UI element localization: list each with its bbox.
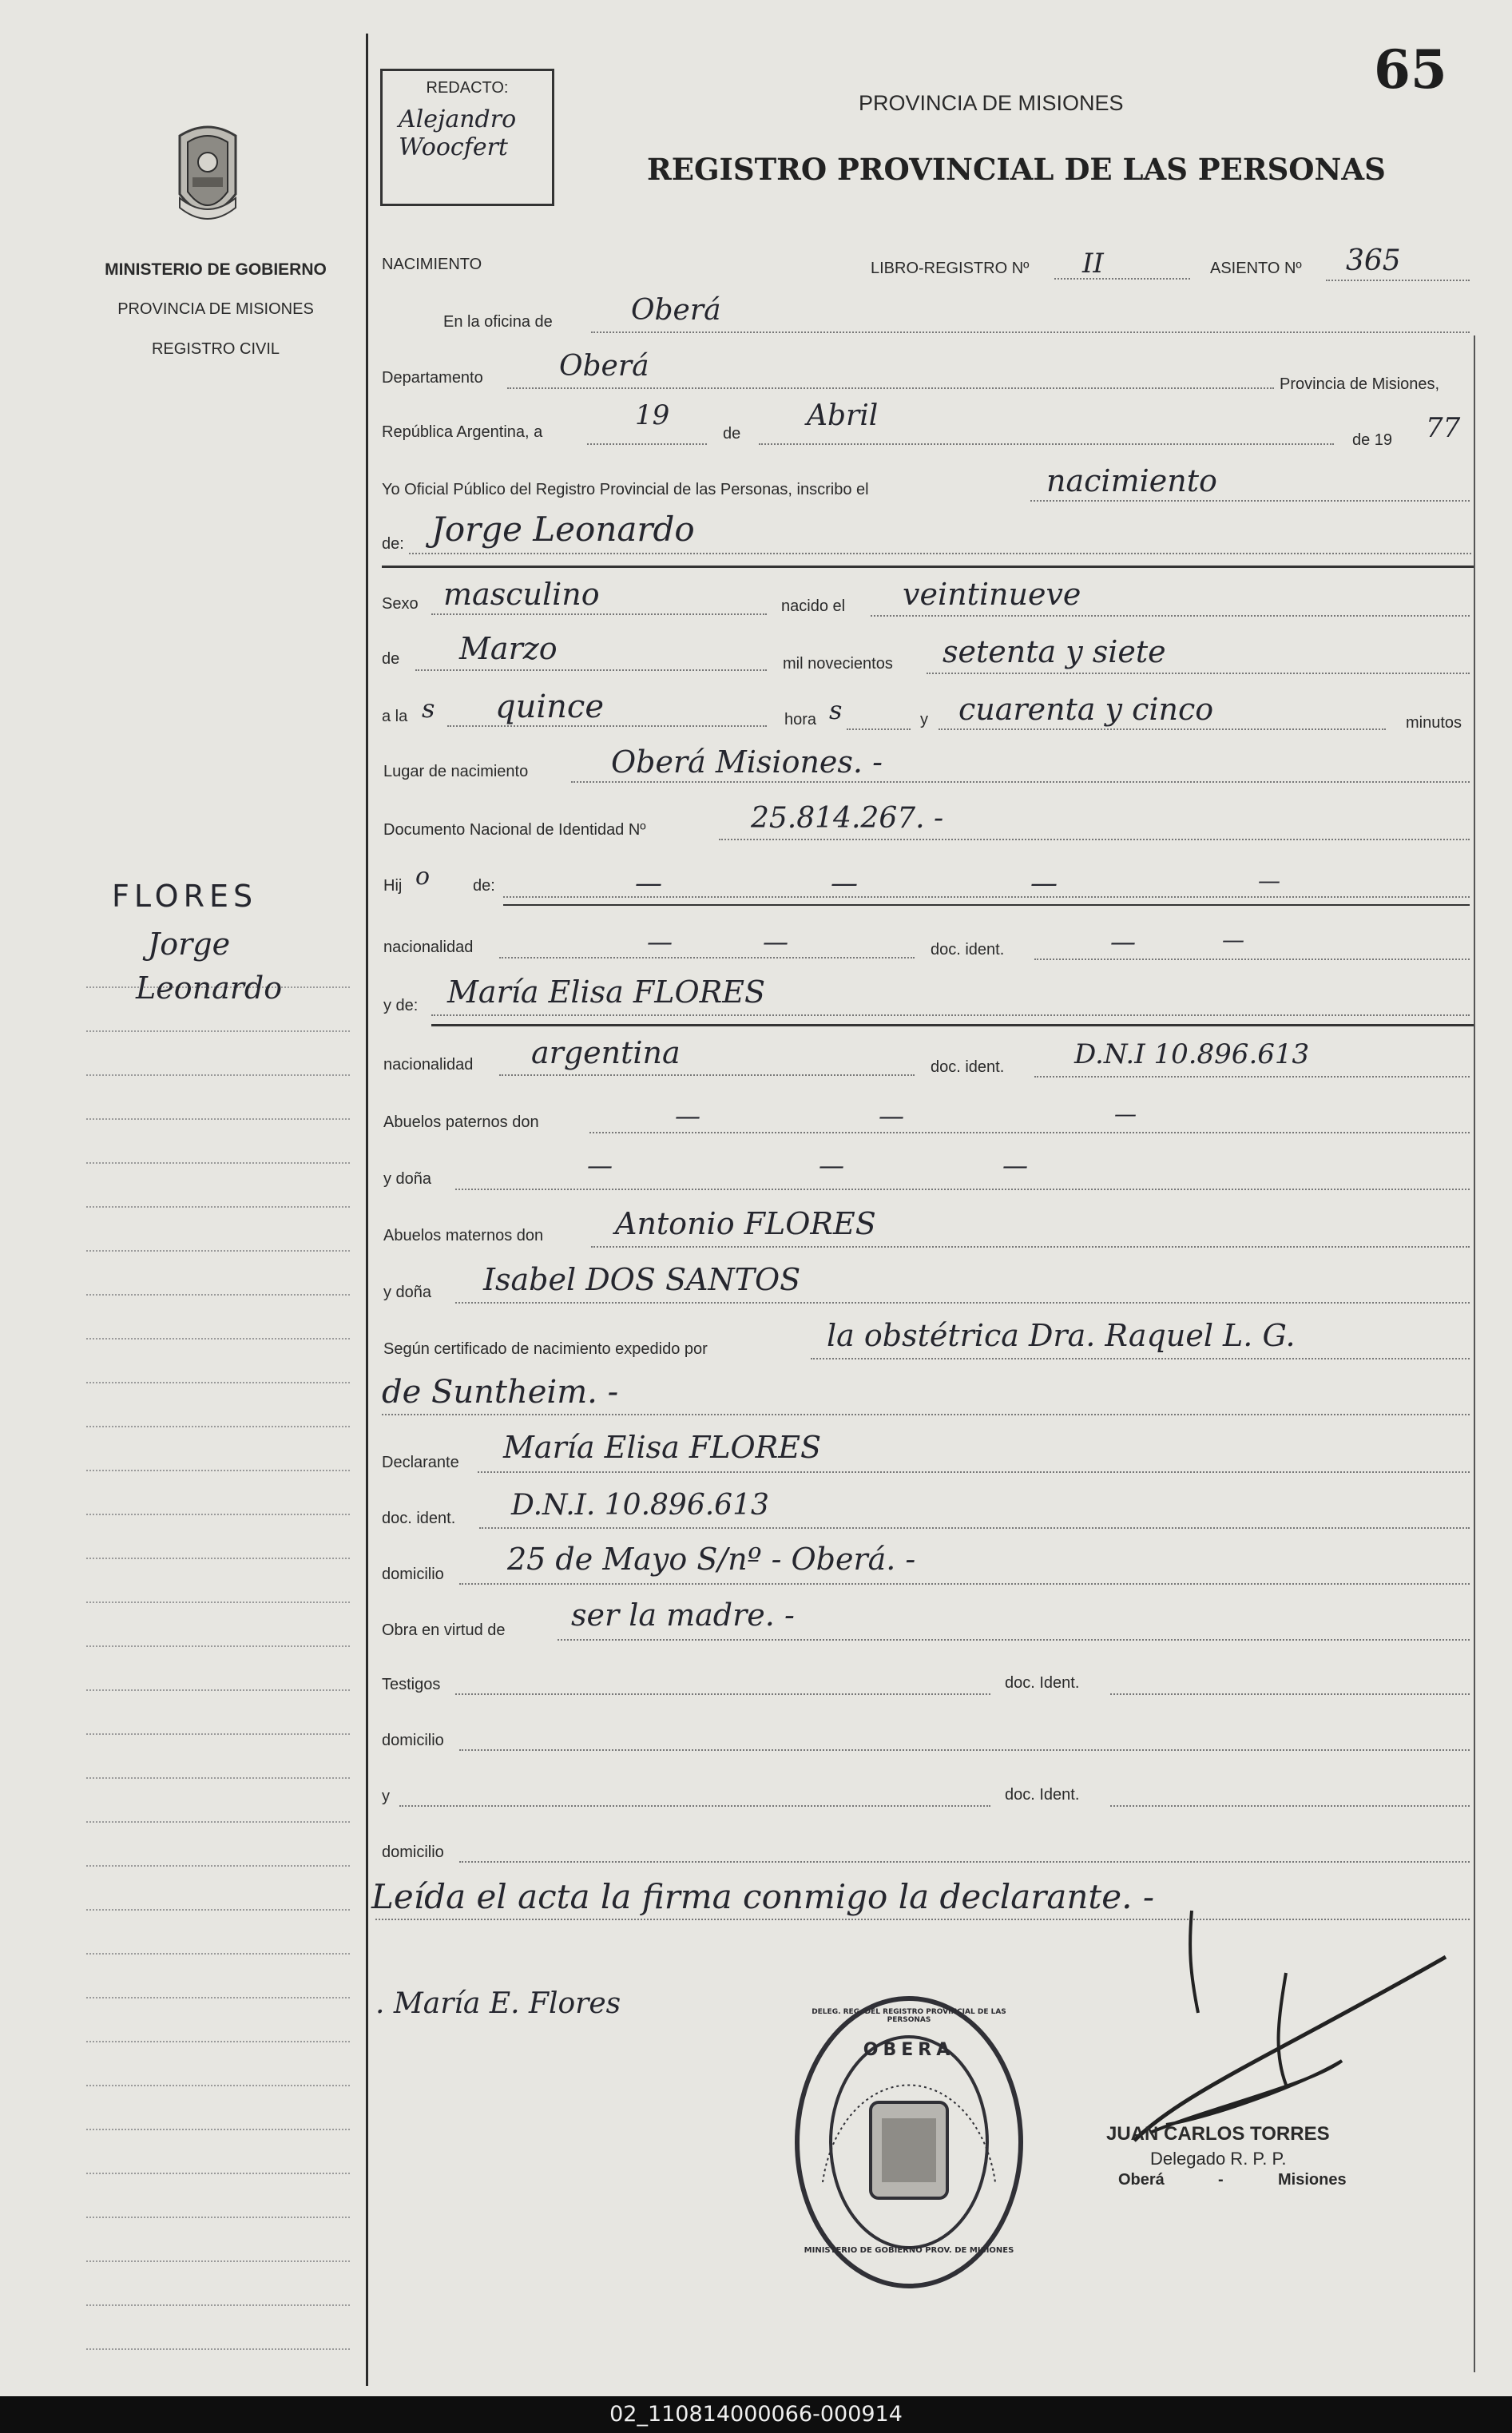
declarante-doc-value: D.N.I. 10.896.613: [511, 1489, 769, 1522]
departamento-line: [507, 387, 1274, 389]
margin-line: [86, 1953, 350, 1955]
margin-surname: FLORES: [112, 879, 258, 914]
testigo2-doc-line: [1110, 1805, 1470, 1807]
departamento-label: Departamento: [382, 369, 483, 387]
padre-dash: —: [831, 867, 858, 899]
abuela-materna-label: y doña: [383, 1284, 432, 1301]
asiento-value: 365: [1346, 244, 1401, 277]
margin-line: [86, 1645, 350, 1647]
margin-line: [86, 1294, 350, 1296]
testigo2-domicilio-line: [459, 1861, 1470, 1863]
ala-label: a la: [382, 708, 408, 725]
margin-line: [86, 1118, 350, 1120]
abuelo-paterno-dash: —: [1114, 1101, 1137, 1127]
scan-footer-id: 02_110814000066-000914: [0, 2396, 1512, 2433]
margin-line: [86, 1470, 350, 1471]
official-name: JUAN CARLOS TORRES: [1106, 2123, 1330, 2145]
abuela-materna-value: Isabel DOS SANTOS: [483, 1262, 801, 1297]
margin-second-name: Leonardo: [136, 970, 283, 1006]
margin-line: [86, 2348, 350, 2350]
abuelos-maternos-line: [591, 1246, 1470, 1248]
minutos-label: minutos: [1406, 714, 1462, 732]
margin-line: [86, 2304, 350, 2306]
section-rule: [382, 566, 1474, 568]
declarante-value: María Elisa FLORES: [503, 1430, 822, 1465]
madre-line: [431, 1014, 1470, 1016]
horas-label: hora: [784, 711, 817, 728]
dni-label: Documento Nacional de Identidad Nº: [383, 821, 646, 839]
page-number: 65: [1374, 38, 1447, 101]
margin-line: [86, 1514, 350, 1515]
redacto-name-1: Alejandro: [399, 105, 517, 133]
padre-nac-dash: —: [763, 927, 788, 957]
oficina-line: [591, 331, 1470, 333]
padre-doc-dash: —: [1222, 927, 1244, 953]
abuelo-paterno-dash: —: [879, 1101, 904, 1131]
departamento-value: Oberá: [559, 350, 649, 383]
margin-line: [86, 2085, 350, 2086]
lugar-label: Lugar de nacimiento: [383, 763, 529, 780]
madre-rule: [431, 1024, 1474, 1026]
official-place-1: Oberá: [1118, 2171, 1165, 2189]
ministry-province: PROVINCIA DE MISIONES: [117, 300, 314, 318]
margin-line: [86, 1558, 350, 1559]
margin-line: [86, 1030, 350, 1032]
mes-value: Abril: [807, 399, 879, 432]
nacido-label: nacido el: [781, 597, 846, 615]
abuelos-paternos-line: [589, 1132, 1470, 1133]
testigos-doc-label: doc. Ident.: [1005, 1674, 1080, 1692]
redacto-name-2: Woocfert: [399, 133, 508, 161]
province-header: PROVINCIA DE MISIONES: [859, 91, 1124, 115]
testigos-doc-line: [1110, 1693, 1470, 1695]
registry-header: REGISTRO PROVINCIAL DE LAS PERSONAS: [647, 152, 1386, 187]
hijo-suffix: o: [415, 863, 431, 891]
official-place-sep: -: [1218, 2171, 1224, 2189]
nacido-value: veintinueve: [903, 577, 1081, 612]
padre-dash: —: [1030, 867, 1058, 899]
dni-line: [719, 839, 1470, 840]
madre-nac-line: [499, 1074, 915, 1076]
margin-line: [86, 1206, 350, 1208]
libro-label: LIBRO-REGISTRO Nº: [871, 260, 1030, 277]
testigos-domicilio-label: domicilio: [382, 1732, 444, 1749]
madre-nac-value: argentina: [531, 1035, 681, 1070]
ministry-registry: REGISTRO CIVIL: [151, 340, 280, 358]
seal-bottom-text: MINISTERIO DE GOBIERNO PROV. DE MISIONES: [804, 2246, 1014, 2255]
abuelos-paternos-label: Abuelos paternos don: [383, 1113, 539, 1131]
obra-label: Obra en virtud de: [382, 1621, 506, 1639]
testigo2-domicilio-label: domicilio: [382, 1844, 444, 1861]
abuela-paterna-dash: —: [1002, 1150, 1028, 1181]
minutos-value: cuarenta y cinco: [958, 692, 1214, 727]
domicilio-value: 25 de Mayo S/nº - Oberá. -: [507, 1542, 916, 1577]
margin-line: [86, 2173, 350, 2174]
hijo-label: Hij: [383, 877, 403, 895]
madre-doc-label: doc. ident.: [931, 1058, 1005, 1076]
sexo-value: masculino: [443, 577, 600, 612]
coat-of-arms-emblem: [164, 118, 252, 234]
testigos-domicilio-line: [459, 1749, 1470, 1751]
yo-oficial-label: Yo Oficial Público del Registro Provincial de las Personas, inscribo el: [382, 481, 869, 498]
margin-line: [86, 2129, 350, 2130]
domicilio-label: domicilio: [382, 1566, 444, 1583]
margin-line: [86, 2217, 350, 2218]
margin-line: [86, 1601, 350, 1603]
padre-dash: —: [1258, 867, 1280, 894]
de-nombre-label: de:: [382, 535, 404, 553]
nombre-value: Jorge Leonardo: [431, 510, 695, 549]
provincia-suffix: Provincia de Misiones,: [1280, 375, 1440, 393]
minutos-line: [939, 728, 1386, 730]
asiento-label: ASIENTO Nº: [1210, 260, 1302, 277]
mes-nac-label: de: [382, 650, 400, 668]
testigos-label: Testigos: [382, 1676, 441, 1693]
segun-label: Según certificado de nacimiento expedido por: [383, 1340, 708, 1358]
padre-dash: —: [635, 867, 662, 899]
declarante-line: [478, 1471, 1470, 1473]
domicilio-line: [459, 1583, 1470, 1585]
lugar-value: Oberá Misiones. -: [611, 744, 883, 780]
official-place-2: Misiones: [1278, 2171, 1347, 2189]
official-signature: [1102, 1901, 1462, 2157]
padre-doc-line: [1034, 959, 1470, 960]
segun-line-2: [382, 1414, 1470, 1415]
redacto-label: REDACTO:: [426, 79, 509, 97]
de-label: de: [723, 425, 741, 443]
abuela-materna-line: [455, 1302, 1470, 1304]
record-type: NACIMIENTO: [382, 256, 482, 273]
padre-nac-dash: —: [647, 927, 673, 957]
yo-line: [1030, 500, 1470, 502]
anio-value: 77: [1426, 412, 1461, 444]
declarant-signature: . María E. Flores: [375, 1987, 621, 2020]
republica-label: República Argentina, a: [382, 423, 543, 441]
segun-value-1: la obstétrica Dra. Raquel L. G.: [827, 1318, 1296, 1353]
padre-nac-label: nacionalidad: [383, 939, 474, 956]
abuela-paterna-dash: —: [587, 1150, 613, 1181]
margin-line: [86, 1909, 350, 1911]
margin-line: [86, 1250, 350, 1252]
declarante-label: Declarante: [382, 1454, 459, 1471]
margin-line: [86, 1865, 350, 1867]
margin-line: [86, 1426, 350, 1427]
mes-nac-value: Marzo: [459, 631, 558, 666]
hijo-de-label: de:: [473, 877, 495, 895]
anio-label: de 19: [1352, 431, 1393, 449]
mes-nac-line: [415, 669, 767, 671]
madre-doc-value: D.N.I 10.896.613: [1074, 1038, 1310, 1070]
declarante-doc-line: [479, 1527, 1470, 1529]
margin-line: [86, 1997, 350, 1998]
closing-text: Leída el acta la firma conmigo la declarante. -: [371, 1877, 1155, 1916]
hora-value: quince: [495, 689, 604, 725]
madre-value: María Elisa FLORES: [447, 974, 766, 1010]
margin-line: [86, 1382, 350, 1383]
margin-line: [86, 1733, 350, 1735]
dia-value: 19: [635, 399, 670, 431]
libro-value: II: [1082, 248, 1104, 280]
abuela-paterna-label: y doña: [383, 1170, 432, 1188]
oficina-label: En la oficina de: [443, 313, 553, 331]
official-title: Delegado R. P. P.: [1150, 2149, 1287, 2169]
margin-line: [86, 1777, 350, 1779]
abuela-paterna-dash: —: [819, 1150, 844, 1181]
madre-nac-label: nacionalidad: [383, 1056, 474, 1074]
obra-value: ser la madre. -: [571, 1598, 795, 1633]
asiento-line: [1326, 280, 1470, 281]
madre-doc-line: [1034, 1076, 1470, 1078]
abuela-paterna-line: [455, 1189, 1470, 1190]
margin-line: [86, 2260, 350, 2262]
nacido-line: [871, 615, 1470, 617]
seal-center-text: OBERA: [863, 2040, 955, 2060]
padre-rule: [503, 904, 1470, 906]
segun-line: [811, 1358, 1470, 1359]
lugar-line: [571, 781, 1470, 783]
mes-line: [759, 443, 1334, 445]
padre-nac-line: [499, 957, 915, 959]
mil-label: mil novecientos: [783, 655, 893, 673]
testigo2-label: y: [382, 1788, 390, 1805]
padre-doc-dash: —: [1110, 927, 1136, 957]
margin-line: [86, 1074, 350, 1076]
anio-nac-line: [927, 673, 1470, 674]
seal-top-text: DELEG. REG. DEL REGISTRO PROVINCIAL DE LAS PERSONAS: [812, 2008, 1006, 2024]
margin-line: [86, 1338, 350, 1340]
ala-suffix: s: [422, 693, 435, 724]
testigo2-line: [399, 1805, 990, 1807]
obra-line: [558, 1639, 1470, 1641]
margin-line: [86, 1689, 350, 1691]
madre-label: y de:: [383, 997, 419, 1014]
official-seal: [789, 1990, 1029, 2294]
hora-line: [447, 725, 767, 727]
nombre-line: [409, 553, 1471, 554]
sexo-label: Sexo: [382, 595, 419, 613]
y-label: y: [920, 711, 928, 728]
horas-line: [847, 728, 911, 730]
sexo-line: [431, 613, 767, 615]
margin-rule: [366, 34, 368, 2386]
abuelo-paterno-dash: —: [675, 1101, 700, 1131]
redacto-box: [380, 69, 554, 206]
segun-value-2: de Suntheim. -: [382, 1374, 619, 1411]
abuelo-materno-value: Antonio FLORES: [615, 1206, 876, 1241]
margin-line: [86, 1162, 350, 1164]
horas-suffix: s: [829, 695, 843, 725]
dia-line: [587, 443, 707, 445]
anio-nac-value: setenta y siete: [943, 634, 1166, 669]
margin-line: [86, 2041, 350, 2042]
testigos-line: [455, 1693, 990, 1695]
declarante-doc-label: doc. ident.: [382, 1510, 456, 1527]
abuelos-maternos-label: Abuelos maternos don: [383, 1227, 544, 1244]
testigo2-doc-label: doc. Ident.: [1005, 1786, 1080, 1804]
right-border-rule: [1474, 335, 1475, 2372]
ministry-name: MINISTERIO DE GOBIERNO: [105, 260, 327, 279]
oficina-value: Oberá: [631, 294, 721, 327]
padre-doc-label: doc. ident.: [931, 941, 1005, 959]
libro-line: [1054, 278, 1190, 280]
margin-line: [86, 1821, 350, 1823]
acto-value: nacimiento: [1046, 463, 1217, 498]
dni-value: 25.814.267. -: [751, 802, 944, 835]
margin-first-name: Jorge: [148, 927, 231, 962]
